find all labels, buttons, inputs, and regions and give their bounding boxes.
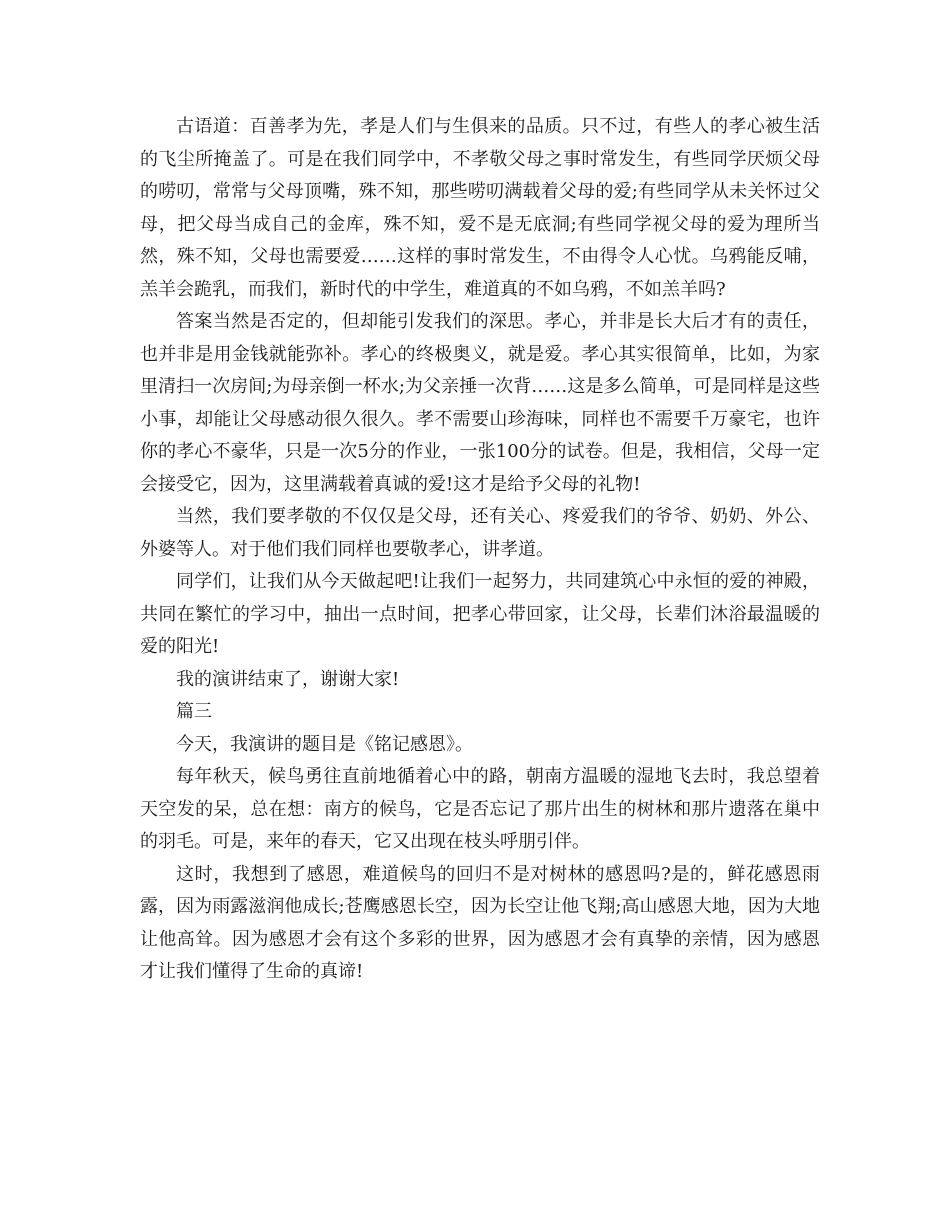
paragraph-closing: 我的演讲结束了，谢谢大家!	[176, 668, 400, 690]
paragraph-answer: 答案当然是否定的，但却能引发我们的深思。孝心，并非是长大后才有的责任，也并非是用金钱就能弥补。孝心的终极奥义，就是爱。孝心其实很简单，比如，为家里清扫一次房间;为母亲倒一杯水;为父亲捶一次背……这是多么简单，可是同样是这些小事，却能让父母感动很久很久。孝不需要山珍海味，同样也不需要千万豪宅，也许你的孝心不豪华，只是一次5分的作业，一张100分的试卷。但是，我相信，父母一定会接受它，因为，这里满载着真诚的爱!这才是给予父母的礼物!	[140, 311, 820, 495]
section-heading-part-three: 篇三	[176, 701, 212, 722]
paragraph-filial-piety-intro: 古语道：百善孝为先，孝是人们与生俱来的品质。只不过，有些人的孝心被生活的飞尘所掩盖了。可是在我们同学中，不孝敬父母之事时常发生，有些同学厌烦父母的唠叨，常常与父母顶嘴，殊不知，那些唠叨满载着父母的爱;有些同学从未关怀过父母，把父母当成自己的金库，殊不知，爱不是无底洞;有些同学视父母的爱为理所当然，殊不知，父母也需要爱……这样的事时常发生，不由得令人心忧。乌鸦能反哺，羔羊会跪乳，而我们，新时代的中学生，难道真的不如乌鸦，不如羔羊吗?	[140, 116, 820, 300]
paragraph-migratory-birds: 每年秋天，候鸟勇往直前地循着心中的路，朝南方温暖的湿地飞去时，我总望着天空发的呆，总在想：南方的候鸟，它是否忘记了那片出生的树林和那片遗落在巢中的羽毛。可是，来年的春天，它又出现在枝头呼朋引伴。	[140, 766, 820, 852]
document-page	[140, 111, 820, 989]
paragraph-speech-topic: 今天，我演讲的题目是《铭记感恩》。	[176, 733, 473, 755]
paragraph-gratitude: 这时，我想到了感恩，难道候鸟的回归不是对树林的感恩吗?是的，鲜花感恩雨露，因为雨露滋润他成长;苍鹰感恩长空，因为长空让他飞翔;高山感恩大地，因为大地让他高耸。因为感恩才会有这个多彩的世界，因为感恩才会有真挚的亲情，因为感恩才让我们懂得了生命的真谛!	[140, 863, 820, 982]
paragraph-elders: 当然，我们要孝敬的不仅仅是父母，还有关心、疼爱我们的爷爷、奶奶、外公、外婆等人。对于他们我们同样也要敬孝心，讲孝道。	[140, 506, 820, 560]
paragraph-call-to-action: 同学们，让我们从今天做起吧!让我们一起努力，共同建筑心中永恒的爱的神殿，共同在繁忙的学习中，抽出一点时间，把孝心带回家，让父母，长辈们沐浴最温暖的爱的阳光!	[140, 571, 820, 657]
